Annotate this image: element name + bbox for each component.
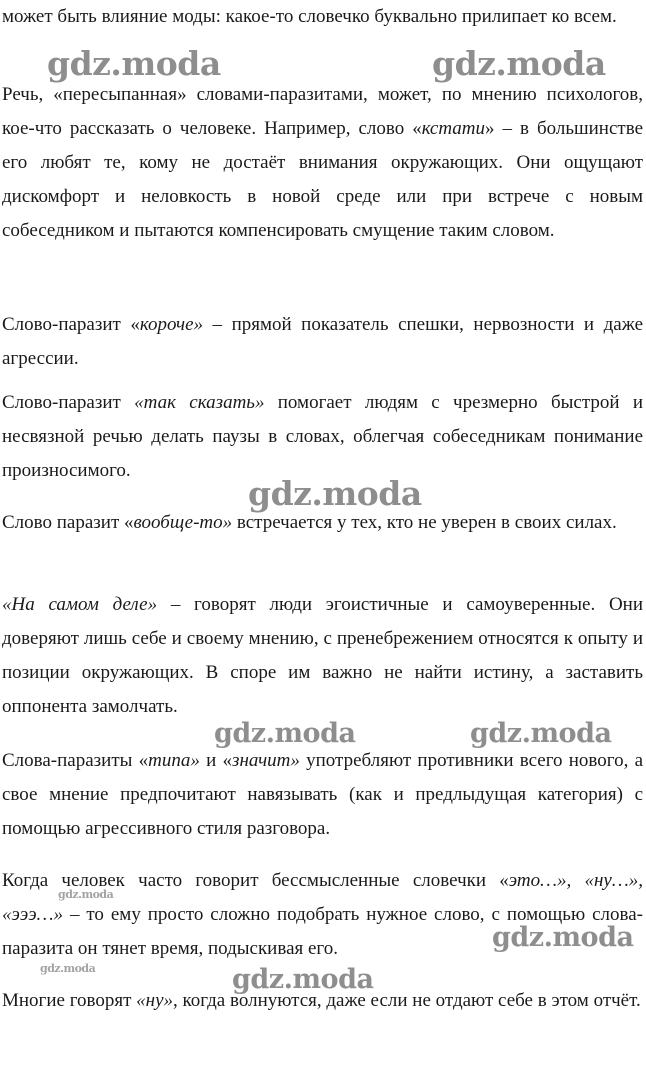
text-run: может быть влияние моды: какое-то словечко буквально прилипает ко всем.	[2, 6, 617, 27]
italic-phrase: «так сказать»	[134, 392, 265, 413]
italic-phrase: «На самом деле»	[2, 594, 158, 615]
watermark-logo-small: gdz.moda	[58, 888, 114, 901]
paragraph-koroche	[2, 308, 643, 376]
watermark-logo: gdz.moda	[492, 922, 634, 953]
text-run: употребляют противники всего нового, а свое мнение предпочитают навязывать (как и предлыдущая категория) с помощью агрессивного стиля разговора.	[2, 750, 644, 839]
italic-phrase: кстати	[421, 118, 486, 139]
text-run: » – в большинстве его любят те, кому не достаёт внимания окружающих. Они ощущают дискомфорт и неловкость в новой среде или при встрече с новым собеседником и пытаются компенсировать смущение таким словом.	[2, 118, 643, 241]
watermark-logo: gdz.moda	[432, 44, 606, 83]
text-run: , когда волнуются, даже если не отдают себе в этом отчёт.	[173, 990, 641, 1011]
paragraph-kstati	[2, 78, 643, 248]
paragraph-nu	[2, 984, 643, 1018]
text-run: и «	[199, 750, 233, 771]
italic-phrase: короче»	[139, 314, 204, 335]
watermark-logo-small: gdz.moda	[40, 962, 96, 975]
text-run: Когда человек часто говорит бессмысленные словечки «	[2, 870, 509, 891]
paragraph-tak-skazat	[2, 386, 643, 488]
italic-phrase: значит»	[232, 750, 300, 771]
italic-phrase: «ну»	[136, 990, 174, 1011]
text-run: помогает людям с чрезмерно быстрой и несвязной речью делать паузы в словах, облегчая собеседникам понимание произносимого.	[2, 392, 643, 481]
paragraph-tipa-znachit	[2, 744, 643, 846]
text-run: Слова-паразиты «	[2, 750, 149, 771]
text-run: Речь, «пересыпанная» словами-паразитами, может, по мнению психологов, кое-что рассказать о человеке. Например, слово «	[2, 84, 643, 139]
paragraph-voobshche-to	[2, 506, 643, 540]
text-run: – прямой показатель спешки, нервозности и даже агрессии.	[2, 314, 643, 369]
italic-phrase: вообще-то»	[133, 512, 233, 533]
text-run: встречается у тех, кто не уверен в своих силах.	[232, 512, 617, 533]
text-run: – то ему просто сложно подобрать нужное слово, с помощью слова-паразита он тянет время, подыскивая его.	[2, 904, 643, 959]
watermark-logo: gdz.moda	[470, 718, 612, 749]
watermark-logo: gdz.moda	[248, 474, 422, 513]
text-run: Многие говорят	[2, 990, 137, 1011]
italic-phrase: типа»	[148, 750, 200, 771]
text-run: Слово паразит «	[2, 512, 134, 533]
watermark-logo: gdz.moda	[47, 44, 221, 83]
text-run: – говорят люди эгоистичные и самоуверенные. Они доверяют лишь себе и своему мнению, с пренебрежением относятся к опыту и позиции окружающих. В споре им важно не найти истину, а заставить оппонента замолчать.	[2, 594, 643, 717]
paragraph-eto-nu-eee	[2, 864, 643, 966]
watermark-logo: gdz.moda	[214, 718, 356, 749]
paragraph-fashion-influence	[2, 0, 643, 34]
paragraph-na-samom-dele	[2, 588, 643, 724]
watermark-logo: gdz.moda	[232, 964, 374, 995]
text-run: Слово-паразит	[2, 392, 135, 413]
italic-phrase: это…», «ну…», «эээ…»	[2, 870, 643, 925]
text-run: Слово-паразит «	[2, 314, 140, 335]
